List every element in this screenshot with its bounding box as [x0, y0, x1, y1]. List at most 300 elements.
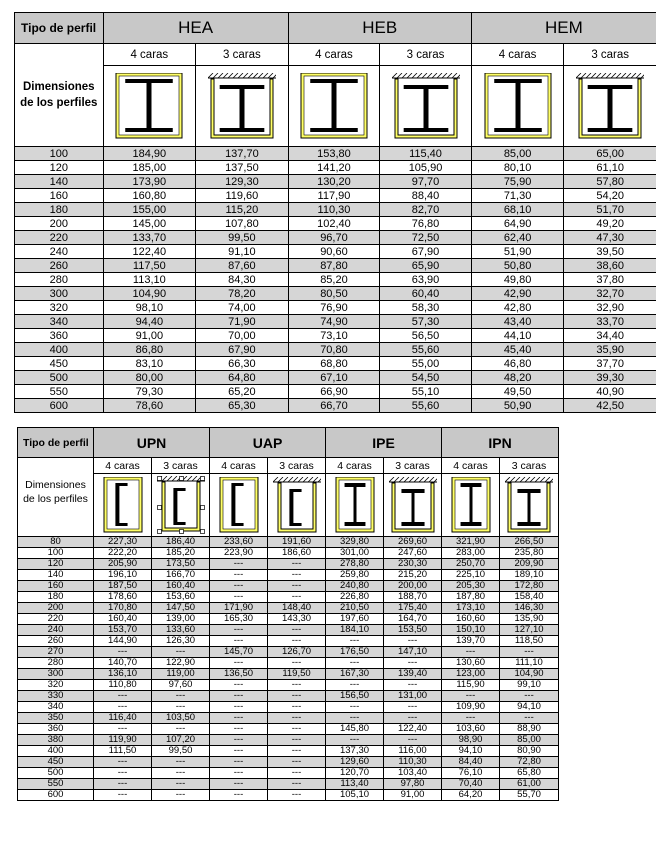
- faces-label: 3 caras: [196, 44, 289, 66]
- value-cell: 84,40: [442, 757, 500, 768]
- profile-size-cell: 220: [15, 231, 104, 245]
- value-cell: ---: [152, 702, 210, 713]
- value-cell: 70,00: [196, 329, 289, 343]
- table-row: [15, 161, 656, 175]
- value-cell: 49,50: [471, 385, 564, 399]
- value-cell: 160,40: [94, 614, 152, 625]
- value-cell: 210,50: [326, 603, 384, 614]
- value-cell: 67,90: [380, 245, 472, 259]
- value-cell: 117,90: [288, 189, 380, 203]
- value-cell: 66,30: [196, 357, 289, 371]
- profile-size-cell: 340: [15, 315, 104, 329]
- value-cell: 131,00: [384, 691, 442, 702]
- value-cell: 98,90: [442, 735, 500, 746]
- value-cell: ---: [442, 713, 500, 724]
- value-cell: 88,40: [380, 189, 472, 203]
- profile-size-cell: 270: [18, 647, 94, 658]
- value-cell: 172,80: [500, 581, 559, 592]
- value-cell: ---: [268, 581, 326, 592]
- value-cell: 113,40: [326, 779, 384, 790]
- value-cell: 103,40: [384, 768, 442, 779]
- value-cell: ---: [384, 680, 442, 691]
- value-cell: 42,50: [564, 399, 656, 413]
- profile-size-cell: 550: [15, 385, 104, 399]
- value-cell: 57,80: [564, 175, 656, 189]
- value-cell: ---: [210, 625, 268, 636]
- value-cell: 126,70: [268, 647, 326, 658]
- value-cell: 110,30: [288, 203, 380, 217]
- value-cell: 107,80: [196, 217, 289, 231]
- table-row: [15, 315, 656, 329]
- value-cell: 82,70: [380, 203, 472, 217]
- profile-type-label: Tipo de perfil: [15, 13, 104, 44]
- value-cell: 76,90: [288, 301, 380, 315]
- value-cell: 54,50: [380, 371, 472, 385]
- value-cell: 240,80: [326, 581, 384, 592]
- table-row: [15, 301, 656, 315]
- value-cell: 266,50: [500, 537, 559, 548]
- faces-label: 4 caras: [288, 44, 380, 66]
- value-cell: 155,00: [103, 203, 196, 217]
- value-cell: 97,70: [380, 175, 472, 189]
- table-row: [15, 203, 656, 217]
- value-cell: 147,50: [152, 603, 210, 614]
- value-cell: 42,80: [471, 301, 564, 315]
- channel-3-sides-icon: [152, 474, 210, 537]
- value-cell: 57,30: [380, 315, 472, 329]
- value-cell: ---: [268, 625, 326, 636]
- table-row: [18, 735, 559, 746]
- value-cell: 166,70: [152, 570, 210, 581]
- value-cell: 205,90: [94, 559, 152, 570]
- value-cell: 34,40: [564, 329, 656, 343]
- value-cell: 48,20: [471, 371, 564, 385]
- value-cell: 65,20: [196, 385, 289, 399]
- value-cell: ---: [500, 713, 559, 724]
- profile-size-cell: 500: [18, 768, 94, 779]
- value-cell: 167,30: [326, 669, 384, 680]
- value-cell: 94,10: [500, 702, 559, 713]
- value-cell: ---: [210, 779, 268, 790]
- value-cell: 153,70: [94, 625, 152, 636]
- profile-size-cell: 260: [15, 259, 104, 273]
- value-cell: ---: [210, 757, 268, 768]
- profile-size-cell: 360: [18, 724, 94, 735]
- value-cell: 160,80: [103, 189, 196, 203]
- value-cell: ---: [268, 768, 326, 779]
- h-beam-4-sides-icon: [288, 66, 380, 147]
- value-cell: 184,90: [103, 147, 196, 161]
- value-cell: 99,50: [196, 231, 289, 245]
- value-cell: 122,90: [152, 658, 210, 669]
- profile-type-label: Tipo de perfil: [18, 428, 94, 458]
- faces-label: 4 caras: [103, 44, 196, 66]
- value-cell: 148,40: [268, 603, 326, 614]
- value-cell: 39,50: [564, 245, 656, 259]
- value-cell: 173,90: [103, 175, 196, 189]
- i-beam-4-sides-icon: [326, 474, 384, 537]
- table-row: [18, 647, 559, 658]
- value-cell: 65,90: [380, 259, 472, 273]
- table-row: [15, 329, 656, 343]
- table-row: [15, 385, 656, 399]
- value-cell: ---: [326, 680, 384, 691]
- value-cell: 103,60: [442, 724, 500, 735]
- value-cell: 122,40: [384, 724, 442, 735]
- table-row: [15, 287, 656, 301]
- value-cell: 186,40: [152, 537, 210, 548]
- value-cell: ---: [152, 790, 210, 801]
- table-row: [15, 273, 656, 287]
- profile-size-cell: 320: [15, 301, 104, 315]
- table-row: [15, 399, 656, 413]
- value-cell: 144,90: [94, 636, 152, 647]
- value-cell: 80,10: [471, 161, 564, 175]
- value-cell: ---: [210, 592, 268, 603]
- value-cell: 74,00: [196, 301, 289, 315]
- value-cell: 329,80: [326, 537, 384, 548]
- value-cell: 146,30: [500, 603, 559, 614]
- value-cell: 97,60: [152, 680, 210, 691]
- value-cell: 129,30: [196, 175, 289, 189]
- value-cell: ---: [268, 592, 326, 603]
- dimensions-label: Dimensiones de los perfiles: [18, 458, 94, 537]
- value-cell: ---: [210, 724, 268, 735]
- table-row: [18, 658, 559, 669]
- value-cell: ---: [152, 647, 210, 658]
- value-cell: 188,70: [384, 592, 442, 603]
- value-cell: 115,20: [196, 203, 289, 217]
- value-cell: 71,90: [196, 315, 289, 329]
- value-cell: 160,40: [152, 581, 210, 592]
- value-cell: 72,80: [500, 757, 559, 768]
- value-cell: 141,20: [288, 161, 380, 175]
- value-cell: 269,60: [384, 537, 442, 548]
- family-ipe: IPE: [326, 428, 442, 458]
- profile-size-cell: 120: [18, 559, 94, 570]
- value-cell: ---: [210, 768, 268, 779]
- profile-size-cell: 100: [18, 548, 94, 559]
- value-cell: 64,90: [471, 217, 564, 231]
- value-cell: 119,00: [152, 669, 210, 680]
- value-cell: 75,90: [471, 175, 564, 189]
- family-hea: HEA: [103, 13, 288, 44]
- value-cell: 223,90: [210, 548, 268, 559]
- faces-label: 4 caras: [442, 458, 500, 474]
- value-cell: ---: [326, 702, 384, 713]
- value-cell: 61,00: [500, 779, 559, 790]
- table-row: [15, 259, 656, 273]
- value-cell: 38,60: [564, 259, 656, 273]
- value-cell: 35,90: [564, 343, 656, 357]
- value-cell: ---: [442, 691, 500, 702]
- h-beam-3-sides-icon: [380, 66, 472, 147]
- value-cell: 119,60: [196, 189, 289, 203]
- value-cell: 153,80: [288, 147, 380, 161]
- table-row: [18, 790, 559, 801]
- value-cell: 102,40: [288, 217, 380, 231]
- value-cell: 50,90: [471, 399, 564, 413]
- value-cell: 74,90: [288, 315, 380, 329]
- value-cell: 70,40: [442, 779, 500, 790]
- profile-size-cell: 450: [15, 357, 104, 371]
- value-cell: 173,10: [442, 603, 500, 614]
- value-cell: 85,00: [471, 147, 564, 161]
- value-cell: 103,50: [152, 713, 210, 724]
- table-row: [18, 537, 559, 548]
- table-upn-uap-ipe-ipn: [17, 427, 559, 801]
- table-row: [15, 357, 656, 371]
- value-cell: 76,80: [380, 217, 472, 231]
- value-cell: 127,10: [500, 625, 559, 636]
- value-cell: 185,00: [103, 161, 196, 175]
- profile-size-cell: 300: [15, 287, 104, 301]
- profile-size-cell: 600: [18, 790, 94, 801]
- value-cell: ---: [210, 559, 268, 570]
- value-cell: ---: [94, 724, 152, 735]
- value-cell: ---: [94, 702, 152, 713]
- table-row: [18, 614, 559, 625]
- value-cell: 66,70: [288, 399, 380, 413]
- value-cell: 72,50: [380, 231, 472, 245]
- table-row: [15, 175, 656, 189]
- value-cell: 137,70: [196, 147, 289, 161]
- profile-size-cell: 360: [15, 329, 104, 343]
- value-cell: 170,80: [94, 603, 152, 614]
- table-row: [18, 702, 559, 713]
- table-row: [15, 245, 656, 259]
- profile-size-cell: 260: [18, 636, 94, 647]
- value-cell: ---: [326, 713, 384, 724]
- value-cell: 65,30: [196, 399, 289, 413]
- value-cell: 40,90: [564, 385, 656, 399]
- family-hem: HEM: [471, 13, 656, 44]
- table-row: [15, 343, 656, 357]
- value-cell: 130,20: [288, 175, 380, 189]
- value-cell: 117,50: [103, 259, 196, 273]
- value-cell: 176,50: [326, 647, 384, 658]
- value-cell: ---: [268, 559, 326, 570]
- value-cell: 66,90: [288, 385, 380, 399]
- value-cell: 55,10: [380, 385, 472, 399]
- value-cell: 85,00: [500, 735, 559, 746]
- table-row: [18, 669, 559, 680]
- value-cell: ---: [500, 647, 559, 658]
- profile-size-cell: 280: [18, 658, 94, 669]
- profile-size-cell: 340: [18, 702, 94, 713]
- value-cell: ---: [94, 779, 152, 790]
- profile-size-cell: 140: [18, 570, 94, 581]
- value-cell: 70,80: [288, 343, 380, 357]
- value-cell: 76,10: [442, 768, 500, 779]
- value-cell: 45,40: [471, 343, 564, 357]
- value-cell: 113,10: [103, 273, 196, 287]
- value-cell: 278,80: [326, 559, 384, 570]
- faces-label: 3 caras: [268, 458, 326, 474]
- value-cell: ---: [500, 691, 559, 702]
- profile-size-cell: 220: [18, 614, 94, 625]
- value-cell: 97,80: [384, 779, 442, 790]
- table-row: [18, 548, 559, 559]
- value-cell: 32,70: [564, 287, 656, 301]
- value-cell: 55,60: [380, 343, 472, 357]
- value-cell: 150,10: [442, 625, 500, 636]
- value-cell: 283,00: [442, 548, 500, 559]
- table-row: [18, 636, 559, 647]
- value-cell: 49,20: [564, 217, 656, 231]
- table-row: [15, 147, 656, 161]
- family-uap: UAP: [210, 428, 326, 458]
- value-cell: ---: [94, 647, 152, 658]
- value-cell: 84,30: [196, 273, 289, 287]
- value-cell: 135,90: [500, 614, 559, 625]
- value-cell: 80,50: [288, 287, 380, 301]
- value-cell: 105,90: [380, 161, 472, 175]
- value-cell: 145,70: [210, 647, 268, 658]
- value-cell: ---: [268, 757, 326, 768]
- value-cell: ---: [268, 636, 326, 647]
- value-cell: 197,60: [326, 614, 384, 625]
- profile-size-cell: 180: [18, 592, 94, 603]
- value-cell: 139,70: [442, 636, 500, 647]
- value-cell: 191,60: [268, 537, 326, 548]
- profile-size-cell: 300: [18, 669, 94, 680]
- value-cell: 96,70: [288, 231, 380, 245]
- value-cell: 153,60: [152, 592, 210, 603]
- value-cell: 126,30: [152, 636, 210, 647]
- value-cell: 64,20: [442, 790, 500, 801]
- value-cell: 47,30: [564, 231, 656, 245]
- table-row: [18, 559, 559, 570]
- value-cell: ---: [210, 570, 268, 581]
- profile-size-cell: 120: [15, 161, 104, 175]
- value-cell: 185,20: [152, 548, 210, 559]
- value-cell: 222,20: [94, 548, 152, 559]
- value-cell: 54,20: [564, 189, 656, 203]
- value-cell: ---: [94, 691, 152, 702]
- table-row: [15, 371, 656, 385]
- value-cell: ---: [210, 691, 268, 702]
- table-row: [18, 680, 559, 691]
- profile-size-cell: 280: [15, 273, 104, 287]
- value-cell: 165,30: [210, 614, 268, 625]
- value-cell: 55,70: [500, 790, 559, 801]
- value-cell: 87,80: [288, 259, 380, 273]
- value-cell: 37,70: [564, 357, 656, 371]
- value-cell: ---: [152, 724, 210, 735]
- value-cell: 62,40: [471, 231, 564, 245]
- value-cell: 122,40: [103, 245, 196, 259]
- faces-label: 3 caras: [380, 44, 472, 66]
- value-cell: 110,30: [384, 757, 442, 768]
- faces-label: 3 caras: [564, 44, 656, 66]
- value-cell: ---: [94, 757, 152, 768]
- profile-size-cell: 400: [18, 746, 94, 757]
- value-cell: 158,40: [500, 592, 559, 603]
- profile-size-cell: 450: [18, 757, 94, 768]
- value-cell: 55,60: [380, 399, 472, 413]
- profile-size-cell: 240: [15, 245, 104, 259]
- value-cell: 137,50: [196, 161, 289, 175]
- table-row: [18, 779, 559, 790]
- value-cell: 178,60: [94, 592, 152, 603]
- value-cell: 104,90: [500, 669, 559, 680]
- value-cell: 44,10: [471, 329, 564, 343]
- value-cell: ---: [210, 581, 268, 592]
- value-cell: 119,50: [268, 669, 326, 680]
- value-cell: 50,80: [471, 259, 564, 273]
- faces-label: 4 caras: [326, 458, 384, 474]
- value-cell: ---: [384, 658, 442, 669]
- value-cell: 153,50: [384, 625, 442, 636]
- value-cell: 46,80: [471, 357, 564, 371]
- profile-size-cell: 200: [15, 217, 104, 231]
- value-cell: 78,20: [196, 287, 289, 301]
- value-cell: ---: [94, 790, 152, 801]
- value-cell: 83,10: [103, 357, 196, 371]
- value-cell: 123,00: [442, 669, 500, 680]
- profile-size-cell: 400: [15, 343, 104, 357]
- profile-size-cell: 200: [18, 603, 94, 614]
- value-cell: ---: [268, 570, 326, 581]
- value-cell: 133,60: [152, 625, 210, 636]
- value-cell: 107,20: [152, 735, 210, 746]
- value-cell: 71,30: [471, 189, 564, 203]
- value-cell: 173,50: [152, 559, 210, 570]
- value-cell: 51,70: [564, 203, 656, 217]
- value-cell: 85,20: [288, 273, 380, 287]
- value-cell: 104,90: [103, 287, 196, 301]
- value-cell: 187,80: [442, 592, 500, 603]
- value-cell: 51,90: [471, 245, 564, 259]
- value-cell: ---: [210, 746, 268, 757]
- table-row: [18, 581, 559, 592]
- value-cell: 250,70: [442, 559, 500, 570]
- value-cell: 143,30: [268, 614, 326, 625]
- table-row: [15, 231, 656, 245]
- value-cell: 233,60: [210, 537, 268, 548]
- table-row: [18, 625, 559, 636]
- family-heb: HEB: [288, 13, 471, 44]
- value-cell: 56,50: [380, 329, 472, 343]
- value-cell: 196,10: [94, 570, 152, 581]
- table-row: [18, 757, 559, 768]
- h-beam-3-sides-icon: [564, 66, 656, 147]
- value-cell: ---: [326, 735, 384, 746]
- value-cell: ---: [384, 713, 442, 724]
- table-row: [18, 570, 559, 581]
- value-cell: 259,80: [326, 570, 384, 581]
- value-cell: ---: [268, 746, 326, 757]
- value-cell: 111,50: [94, 746, 152, 757]
- value-cell: 99,10: [500, 680, 559, 691]
- value-cell: 227,30: [94, 537, 152, 548]
- value-cell: ---: [152, 768, 210, 779]
- value-cell: 136,10: [94, 669, 152, 680]
- table-row: [15, 217, 656, 231]
- value-cell: ---: [268, 735, 326, 746]
- value-cell: 58,30: [380, 301, 472, 315]
- table-row: [15, 189, 656, 203]
- value-cell: 139,40: [384, 669, 442, 680]
- value-cell: 145,80: [326, 724, 384, 735]
- profile-size-cell: 160: [18, 581, 94, 592]
- value-cell: 91,10: [196, 245, 289, 259]
- value-cell: 68,80: [288, 357, 380, 371]
- value-cell: ---: [268, 779, 326, 790]
- value-cell: 137,30: [326, 746, 384, 757]
- value-cell: 86,80: [103, 343, 196, 357]
